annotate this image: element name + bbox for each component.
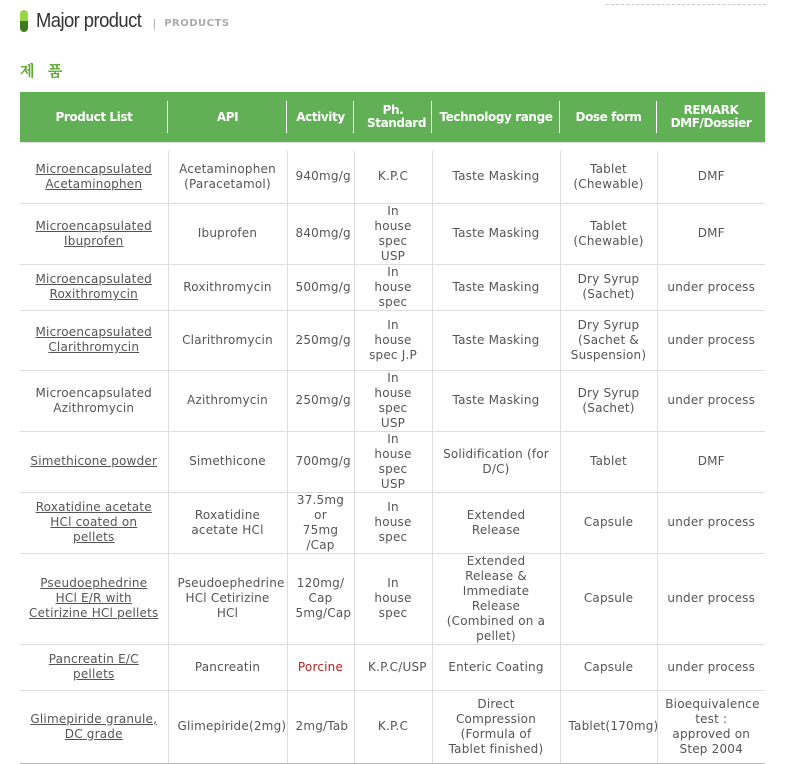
cell-text: Azithromycin (187, 393, 268, 407)
cell-text: Porcine (297, 659, 344, 674)
cell-technology (432, 203, 560, 264)
cell-dose (560, 151, 657, 203)
cell-dose (560, 644, 657, 690)
cell-product[interactable] (20, 203, 168, 264)
table-row (20, 370, 765, 431)
cell-activity (287, 151, 354, 203)
cell-text: 37.5mg or 75mg /Cap (296, 492, 345, 552)
cell-standard (354, 264, 432, 310)
cell-technology (432, 553, 560, 644)
product-link[interactable]: Pseudoephedrine HCl E/R with Cetirizine HCl pellets (29, 576, 159, 620)
page-title: Major product (36, 9, 142, 32)
table-row (20, 310, 765, 370)
cell-api (168, 370, 287, 431)
cell-remark (657, 644, 765, 690)
cell-activity (287, 690, 354, 763)
cell-text: Extended Release & Immediate Release (Combined on a pellet) (446, 553, 546, 643)
cell-text: Enteric Coating (448, 659, 544, 674)
cell-text: 250mg/g (295, 393, 351, 407)
cell-text: Taste Masking (452, 226, 540, 240)
cell-api (168, 203, 287, 264)
section-title: 제 품 (20, 62, 67, 80)
cell-text: In house spec J.P (369, 317, 417, 362)
cell-product[interactable] (20, 151, 168, 203)
cell-dose (560, 492, 657, 553)
cell-text: K.P.C/USP (368, 659, 427, 674)
cell-dose (560, 203, 657, 264)
cell-activity (287, 370, 354, 431)
column-header: REMARK DMF/Dossier (657, 92, 765, 143)
cell-text: Dry Syrup (Sachet) (577, 272, 640, 301)
table-row (20, 203, 765, 264)
cell-text: K.P.C (377, 719, 409, 733)
cell-text: In house spec USP (374, 370, 412, 430)
cell-dose (560, 310, 657, 370)
cell-text: Roxatidine acetate HCl (191, 507, 264, 537)
cell-text: Dry Syrup (Sachet) (577, 385, 640, 415)
page-header (20, 8, 230, 34)
cell-text: Pseudoephedrine HCl Cetirizine HCl (177, 576, 285, 620)
cell-product (20, 370, 168, 431)
cell-text: under process (667, 393, 756, 407)
cell-product[interactable] (20, 553, 168, 644)
cell-text: Capsule (583, 515, 634, 529)
cell-text: Taste Masking (452, 393, 540, 407)
cell-text: under process (667, 279, 756, 294)
column-header: Technology range (432, 92, 560, 143)
cell-technology (432, 151, 560, 203)
cell-text: 700mg/g (295, 454, 351, 468)
column-header: Dose form (560, 92, 657, 143)
table-row (20, 553, 765, 644)
cell-api (168, 644, 287, 690)
cell-text: 2mg/Tab (295, 719, 349, 733)
cell-api (168, 151, 287, 203)
cell-text: under process (667, 659, 756, 674)
cell-text: 120mg/ Cap 5mg/Cap (295, 576, 352, 620)
cell-text: Bioequivalence test : approved on Step 2004 (665, 696, 760, 756)
cell-text: DMF (697, 169, 725, 184)
cell-remark (657, 690, 765, 763)
table-row (20, 492, 765, 553)
cell-text: 840mg/g (295, 226, 351, 240)
cell-product[interactable] (20, 644, 168, 690)
table-row (20, 644, 765, 690)
cell-text: Tablet (Chewable) (573, 161, 644, 191)
cell-activity (287, 310, 354, 370)
product-link[interactable]: Microencapsulated Acetaminophen (35, 161, 152, 191)
cell-standard (354, 553, 432, 644)
cell-api (168, 310, 287, 370)
dotted-divider (606, 4, 766, 5)
product-link[interactable]: Simethicone powder (30, 454, 158, 468)
cell-activity (287, 644, 354, 690)
cell-activity (287, 492, 354, 553)
column-header: Product List (20, 92, 168, 143)
product-link[interactable]: Microencapsulated Ibuprofen (35, 218, 152, 248)
cell-text: DMF (697, 454, 725, 468)
cell-remark (657, 431, 765, 492)
product-link[interactable]: Pancreatin E/C pellets (48, 652, 139, 681)
cell-api (168, 492, 287, 553)
cell-standard (354, 644, 432, 690)
cell-text: Tablet (590, 454, 627, 468)
cell-activity (287, 431, 354, 492)
cell-technology (432, 310, 560, 370)
cell-text: Extended Release (466, 507, 526, 537)
product-link[interactable]: Microencapsulated Clarithromycin (35, 325, 152, 354)
cell-dose (560, 690, 657, 763)
cell-product[interactable] (20, 431, 168, 492)
cell-text: In house spec (374, 576, 412, 620)
table-row (20, 690, 765, 763)
cell-text: In house spec USP (374, 431, 412, 491)
cell-technology (432, 370, 560, 431)
cell-standard (354, 151, 432, 203)
cell-dose (560, 431, 657, 492)
cell-dose (560, 553, 657, 644)
table-row (20, 264, 765, 310)
cell-api (168, 431, 287, 492)
cell-text: Glimepiride(2mg) (177, 719, 287, 733)
cell-text: Capsule (583, 659, 634, 674)
product-table (20, 92, 765, 764)
column-header: Activity (287, 92, 354, 143)
cell-text: Clarithromycin (182, 332, 273, 347)
cell-standard (354, 690, 432, 763)
cell-standard (354, 492, 432, 553)
cell-api (168, 690, 287, 763)
title-separator: | (152, 16, 157, 30)
cell-text: Solidification (for D/C) (443, 446, 549, 476)
cell-product[interactable] (20, 310, 168, 370)
cell-activity (287, 264, 354, 310)
cell-product[interactable] (20, 492, 168, 553)
cell-text: Ibuprofen (197, 226, 258, 240)
cell-text: Direct Compression (Formula of Tablet finished) (448, 696, 544, 756)
cell-text: In house spec (374, 500, 412, 544)
cell-product[interactable] (20, 690, 168, 763)
cell-standard (354, 370, 432, 431)
cell-text: Dry Syrup (Sachet & Suspension) (570, 317, 647, 362)
cell-text: Taste Masking (452, 169, 540, 184)
cell-text: under process (667, 591, 756, 605)
table-header-row (20, 92, 765, 143)
cell-text: Tablet (Chewable) (573, 218, 644, 248)
cell-standard (354, 203, 432, 264)
cell-text: under process (667, 332, 756, 347)
cell-standard (354, 431, 432, 492)
cell-api (168, 553, 287, 644)
cell-activity (287, 203, 354, 264)
cell-text: Roxithromycin (183, 279, 272, 294)
cell-text: K.P.C (377, 169, 409, 184)
cell-activity (287, 553, 354, 644)
table-row (20, 431, 765, 492)
cell-text: Acetaminophen (Paracetamol) (179, 161, 276, 191)
column-header: API (168, 92, 287, 143)
cell-text: In house spec (374, 264, 412, 309)
cell-text: Simethicone (189, 454, 266, 468)
cell-text: 940mg/g (295, 169, 351, 184)
cell-text: under process (667, 515, 756, 529)
cell-text: 500mg/g (295, 279, 351, 294)
cell-product[interactable] (20, 264, 168, 310)
product-link[interactable]: Microencapsulated Roxithromycin (35, 272, 152, 301)
cell-technology (432, 644, 560, 690)
capsule-icon (20, 10, 28, 32)
product-link[interactable]: Glimepiride granule, DC grade (30, 711, 158, 741)
cell-technology (432, 690, 560, 763)
cell-remark (657, 310, 765, 370)
cell-text: Capsule (583, 591, 634, 605)
cell-text: Pancreatin (194, 659, 261, 674)
cell-remark (657, 151, 765, 203)
cell-dose (560, 370, 657, 431)
cell-text: Taste Masking (452, 332, 540, 347)
cell-text: In house spec USP (374, 203, 412, 263)
page-subtitle: PRODUCTS (164, 17, 230, 29)
product-name: Microencapsulated Azithromycin (35, 385, 152, 415)
cell-remark (657, 553, 765, 644)
product-link[interactable]: Roxatidine acetate HCl coated on pellets (35, 500, 152, 544)
cell-api (168, 264, 287, 310)
cell-remark (657, 492, 765, 553)
cell-remark (657, 264, 765, 310)
cell-text: 250mg/g (295, 332, 351, 347)
cell-technology (432, 431, 560, 492)
cell-technology (432, 492, 560, 553)
cell-technology (432, 264, 560, 310)
cell-text: Taste Masking (452, 279, 540, 294)
cell-dose (560, 264, 657, 310)
cell-remark (657, 370, 765, 431)
cell-standard (354, 310, 432, 370)
cell-remark (657, 203, 765, 264)
cell-text: DMF (697, 226, 725, 240)
column-header: Ph. Standard (354, 92, 432, 143)
table-row (20, 151, 765, 203)
cell-text: Tablet(170mg) (568, 719, 659, 733)
